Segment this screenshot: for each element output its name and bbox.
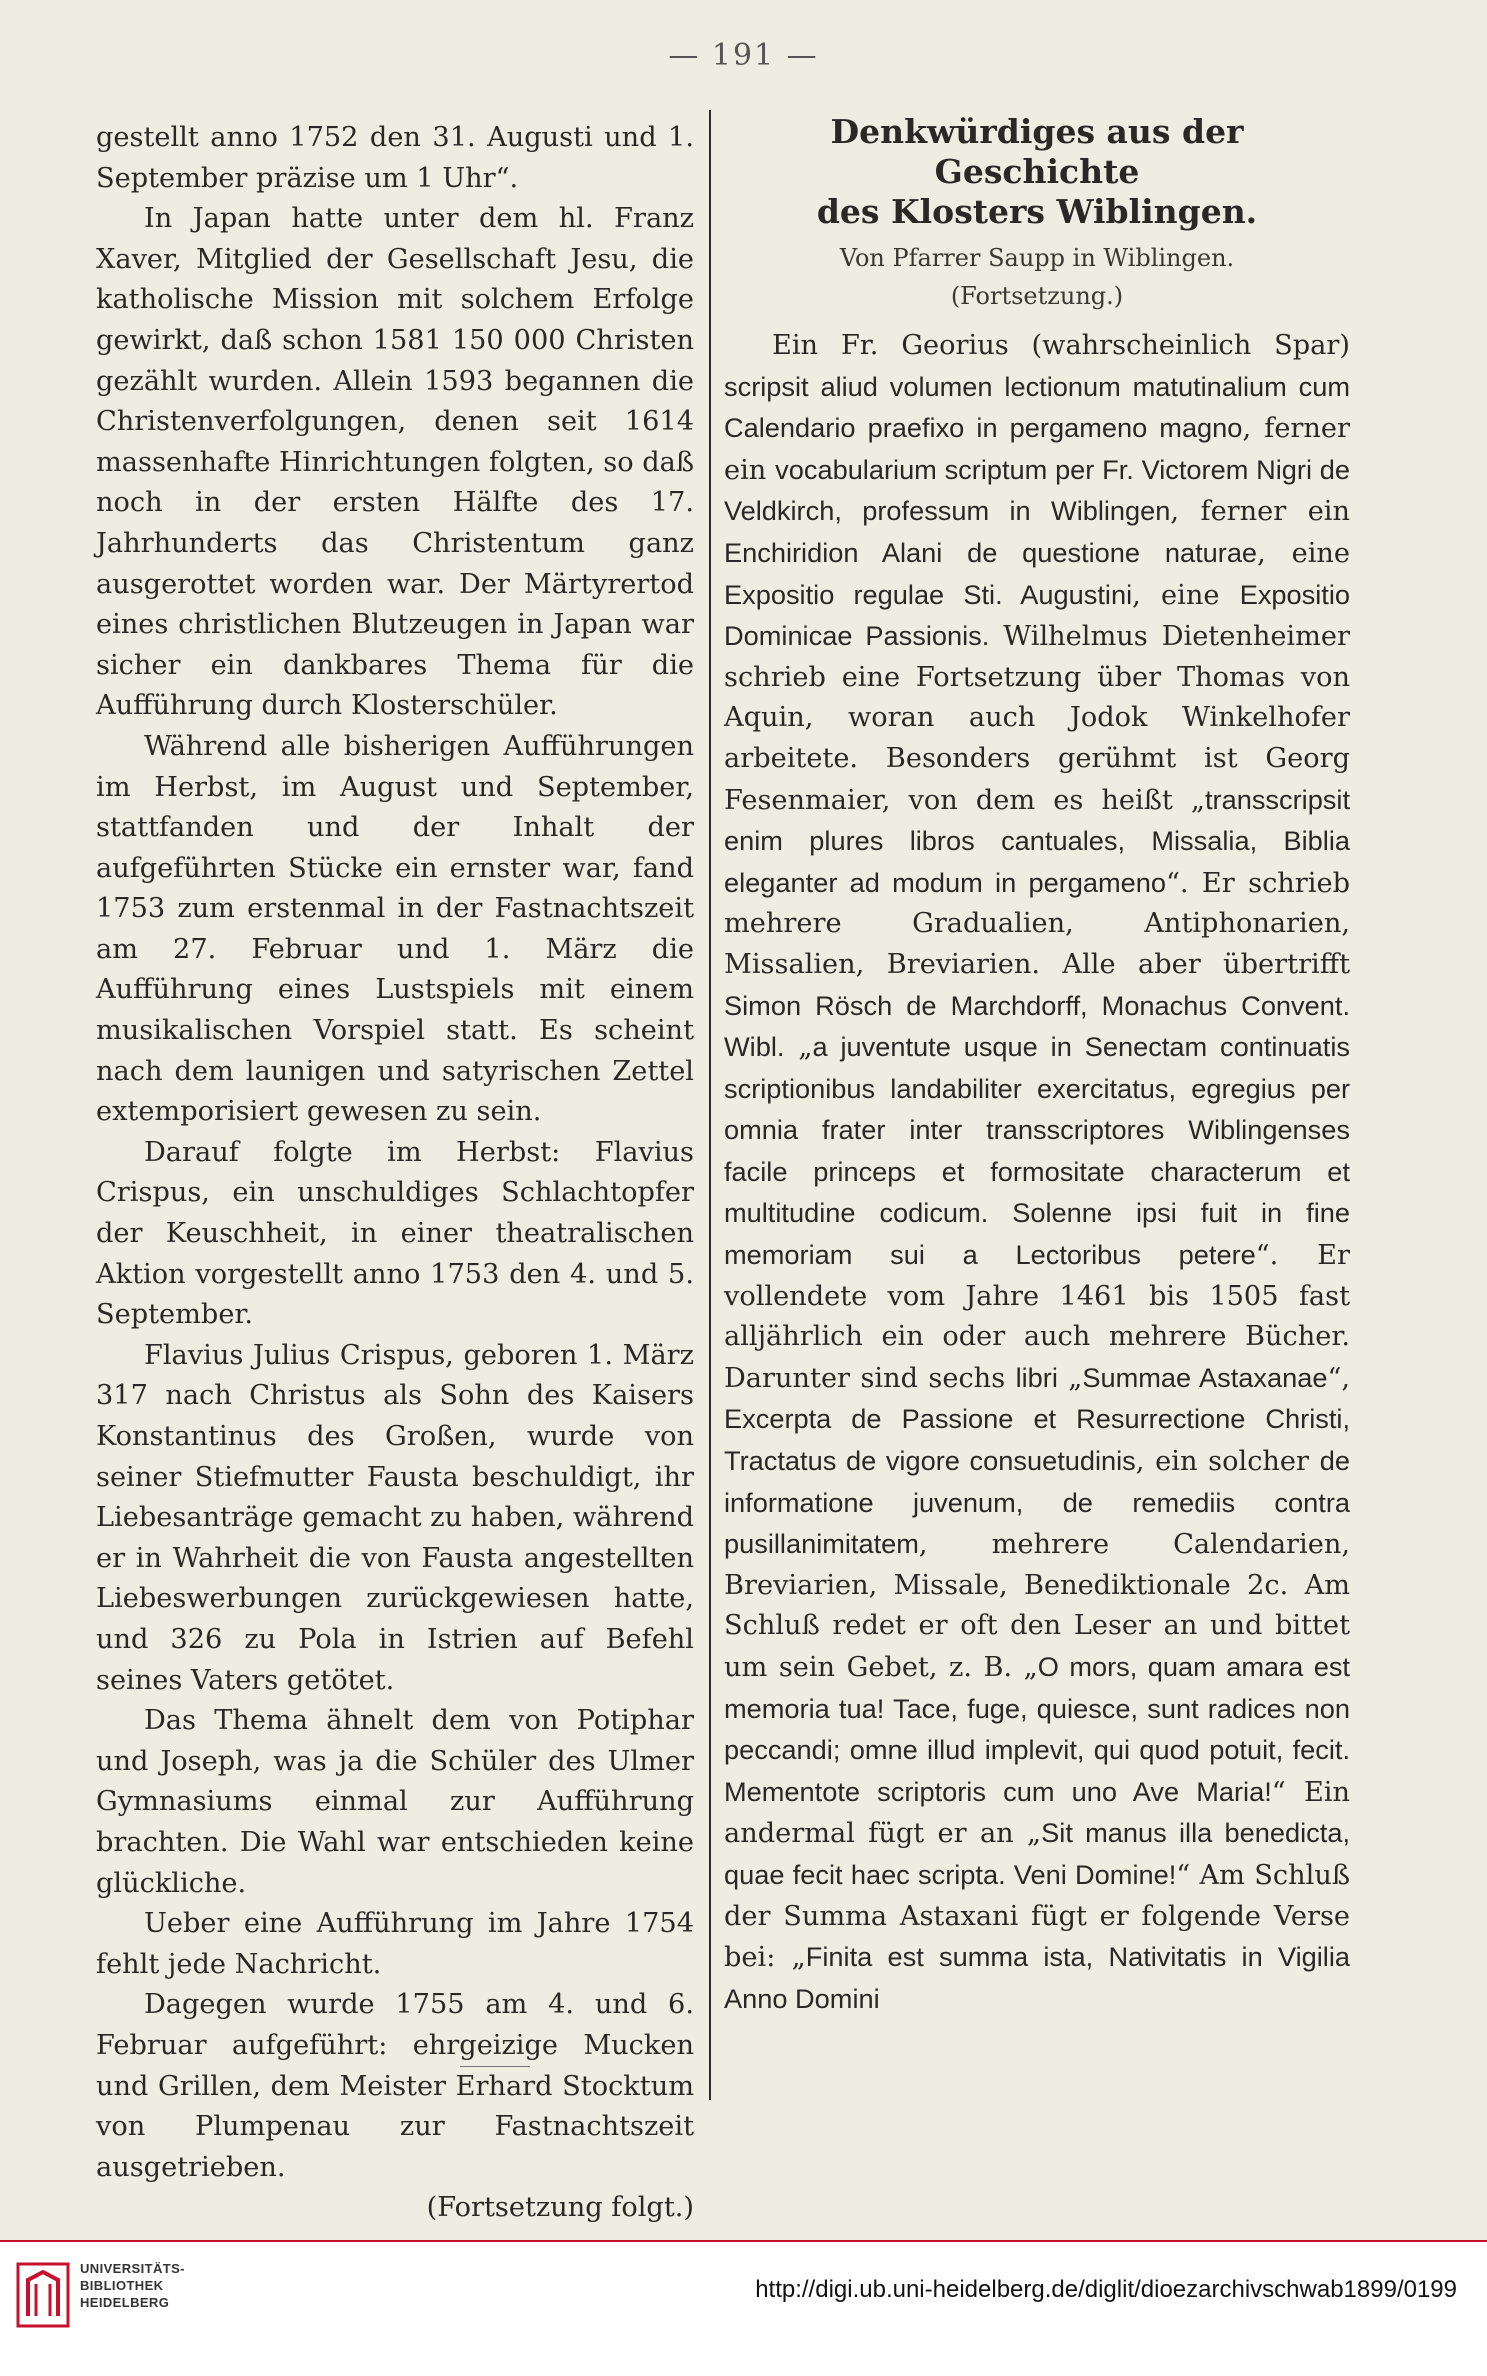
text-run: “. Er vollendete vom Jahre 1461 bis 1505 fast alljährlich ein oder auch mehrere Bücher. Darunter sind sechs bbox=[724, 1240, 1350, 1394]
article-title bbox=[724, 112, 1350, 232]
library-name-line: HEIDELBERG bbox=[80, 2295, 170, 2310]
footer-bar bbox=[0, 2240, 1487, 2376]
latin-run: scripsit aliud volumen lectionum matutinalium cum Calendario praefixo in pergameno magno bbox=[724, 370, 1350, 444]
latin-run: vocabularium scriptum per Fr. Victorem Nigri de Veldkirch, professum in Wiblingen bbox=[724, 453, 1350, 527]
paragraph: Während alle bisherigen Aufführungen im Herbst, im August und September, stattfanden und der Inhalt der aufgeführten Stücke ein ernster war, fand 1753 zum erstenmal in der Fastnachtszeit am 27. Februar und 1. März die Aufführung eines Lustspiels mit einem musikalischen Vorspiel statt. Es scheint nach dem launigen und satyrischen Zettel extemporisiert gewesen zu sein. bbox=[96, 730, 694, 1128]
latin-run: Expositio regulae Sti. Augustini bbox=[724, 578, 1133, 610]
text-run: Wilhelmus Dietenheimer schrieb eine Fortsetzung über Thomas von Aquin, woran auch Jodok Winkelhofer arbeitete. Besonders gerühmt ist Georg Fesenmaier, von dem es heißt „ bbox=[724, 621, 1350, 816]
paragraph: Ueber eine Aufführung im Jahre 1754 fehlt jede Nachricht. bbox=[96, 1908, 694, 1980]
latin-run: Simon Rösch de Marchdorff, Monachus Convent. Wibl. bbox=[724, 989, 1350, 1063]
latin-run: transscripsit enim plures libros cantuales, Missalia, Biblia eleganter ad modum in pergameno bbox=[724, 783, 1350, 898]
paragraph: Dagegen wurde 1755 am 4. und 6. Februar aufgeführt: ehrgeizige Mucken und Grillen, dem Meister Erhard Stocktum von Plumpenau zur Fastnachtszeit ausgetrieben. bbox=[96, 1989, 694, 2183]
latin-run: Expositio Dominicae Passionis. bbox=[724, 578, 1351, 652]
paragraph: gestellt anno 1752 den 31. Augusti und 1. September präzise um 1 Uhr“. bbox=[96, 122, 694, 194]
latin-run: Excerpta de Passione et Resurrectione Christi, Tractatus de vigore consuetudinis bbox=[724, 1403, 1350, 1477]
paragraph: Flavius Julius Crispus, geboren 1. März 317 nach Christus als Sohn des Kaisers Konstantinus des Großen, wurde von seiner Stiefmutter Fausta beschuldigt, ihr Liebesanträge gemacht zu haben, während er in Wahrheit die von Fausta angestellten Liebeswerbungen zurückgewiesen hatte, und 326 zu Pola in Istrien auf Befehl seines Vaters getötet. bbox=[96, 1339, 694, 1696]
text-run: “ Ein andermal fügt er an „ bbox=[724, 1776, 1350, 1850]
paragraph: Darauf folgte im Herbst: Flavius Crispus, ein unschuldiges Schlachtopfer der Keuschheit, in einer theatralischen Aktion vorgestellt anno 1753 den 4. und 5. September. bbox=[96, 1136, 694, 1331]
latin-run: libri bbox=[1015, 1361, 1058, 1393]
latin-run: O mors, quam amara est memoria tua! Tace, fuge, quiesce, sunt radices non peccandi; omne illud implevit, qui quod potuit, fecit. Mementote scriptoris cum uno Ave Maria! bbox=[724, 1651, 1350, 1807]
text-run: “. Er schrieb mehrere Gradualien, Antiphonarien, Missalien, Breviarien. Alle aber übertrifft bbox=[724, 867, 1350, 980]
text-run: , eine bbox=[1132, 579, 1240, 611]
latin-run: Summae Astaxanae bbox=[1082, 1361, 1328, 1393]
paragraph: In Japan hatte unter dem hl. Franz Xaver, Mitglied der Gesellschaft Jesu, die katholische Mission mit solchem Erfolge gewirkt, daß schon 1581 150 000 Christen gezählt wurden. Allein 1593 begannen die Christenverfolgungen, denen seit 1614 massenhafte Hinrichtungen folgten, so daß noch in der ersten Hälfte des 17. Jahrhunderts das Christentum ganz ausgerottet worden war. Der Märtyrertod eines christlichen Blutzeugen in Japan war sicher ein dankbares Thema für die Aufführung durch Klosterschüler. bbox=[96, 203, 694, 722]
end-rule bbox=[460, 2066, 530, 2067]
text-run: Ein Fr. Georius (wahrscheinlich Spar) bbox=[772, 330, 1350, 361]
library-name-line: BIBLIOTHEK bbox=[80, 2278, 164, 2293]
latin-run: de informatione juvenum, de remediis contra pusillanimitatem bbox=[724, 1445, 1350, 1560]
page-number: — 191 — bbox=[668, 38, 819, 73]
latin-run: Sit manus illa benedicta, quae fecit haec scripta. Veni Domine! bbox=[724, 1817, 1350, 1890]
paragraph: Das Thema ähnelt dem von Potiphar und Joseph, was ja die Schüler des Ulmer Gymnasiums einmal zur Aufführung brachten. Die Wahl war entschieden keine glückliche. bbox=[96, 1705, 694, 1899]
text-run: , eine bbox=[1257, 537, 1350, 569]
library-name-line: UNIVERSITÄTS- bbox=[80, 2261, 185, 2276]
source-url-link[interactable]: http://digi.ub.uni-heidelberg.de/diglit/dioezarchivschwab1899/0199 bbox=[755, 2276, 1457, 2303]
text-run: , ein solcher bbox=[1135, 1446, 1320, 1478]
paragraph bbox=[724, 326, 1350, 2020]
library-name bbox=[80, 2260, 185, 2311]
text-run: , ferner ein bbox=[724, 413, 1351, 486]
continuation-label: (Fortsetzung.) bbox=[950, 282, 1124, 310]
title-line: des Klosters Wiblingen. bbox=[816, 192, 1258, 231]
continued-note: (Fortsetzung folgt.) bbox=[426, 2192, 694, 2224]
column-divider bbox=[709, 110, 711, 2100]
latin-run: Finita est summa ista, Nativitatis in Vigilia Anno Domini bbox=[724, 1941, 1350, 2014]
text-run: „ bbox=[1057, 1362, 1083, 1394]
latin-run: Enchiridion Alani de questione naturae bbox=[724, 536, 1258, 568]
text-run: “, bbox=[1327, 1362, 1350, 1394]
text-run: “ Am Schluß der Summa Astaxani fügt er folgende Verse bei: „ bbox=[724, 1859, 1350, 1974]
text-run: „ bbox=[784, 1032, 813, 1064]
latin-run: a juventute usque in Senectam continuatis scriptionibus landabiliter exercitatus, egregius per omnia frater inter transscriptores Wiblingenses facile princeps et formositate characterum et multitudine codicum. Solenne ipsi fuit in fine memoriam sui a Lectoribus petere bbox=[724, 1031, 1350, 1271]
text-run: , mehrere Calendarien, Breviarien, Missale, Benediktionale 2c. Am Schluß redet er oft den Leser an und bittet um sein Gebet, z. B. „ bbox=[724, 1529, 1350, 1683]
text-run: , ferner ein bbox=[1170, 496, 1350, 528]
article-author: Von Pfarrer Saupp in Wiblingen. bbox=[839, 244, 1235, 272]
university-library-logo-icon bbox=[14, 2260, 72, 2330]
right-column bbox=[724, 112, 1351, 2020]
title-line: Denkwürdiges aus der Geschichte bbox=[830, 112, 1244, 191]
left-column bbox=[96, 118, 694, 2229]
